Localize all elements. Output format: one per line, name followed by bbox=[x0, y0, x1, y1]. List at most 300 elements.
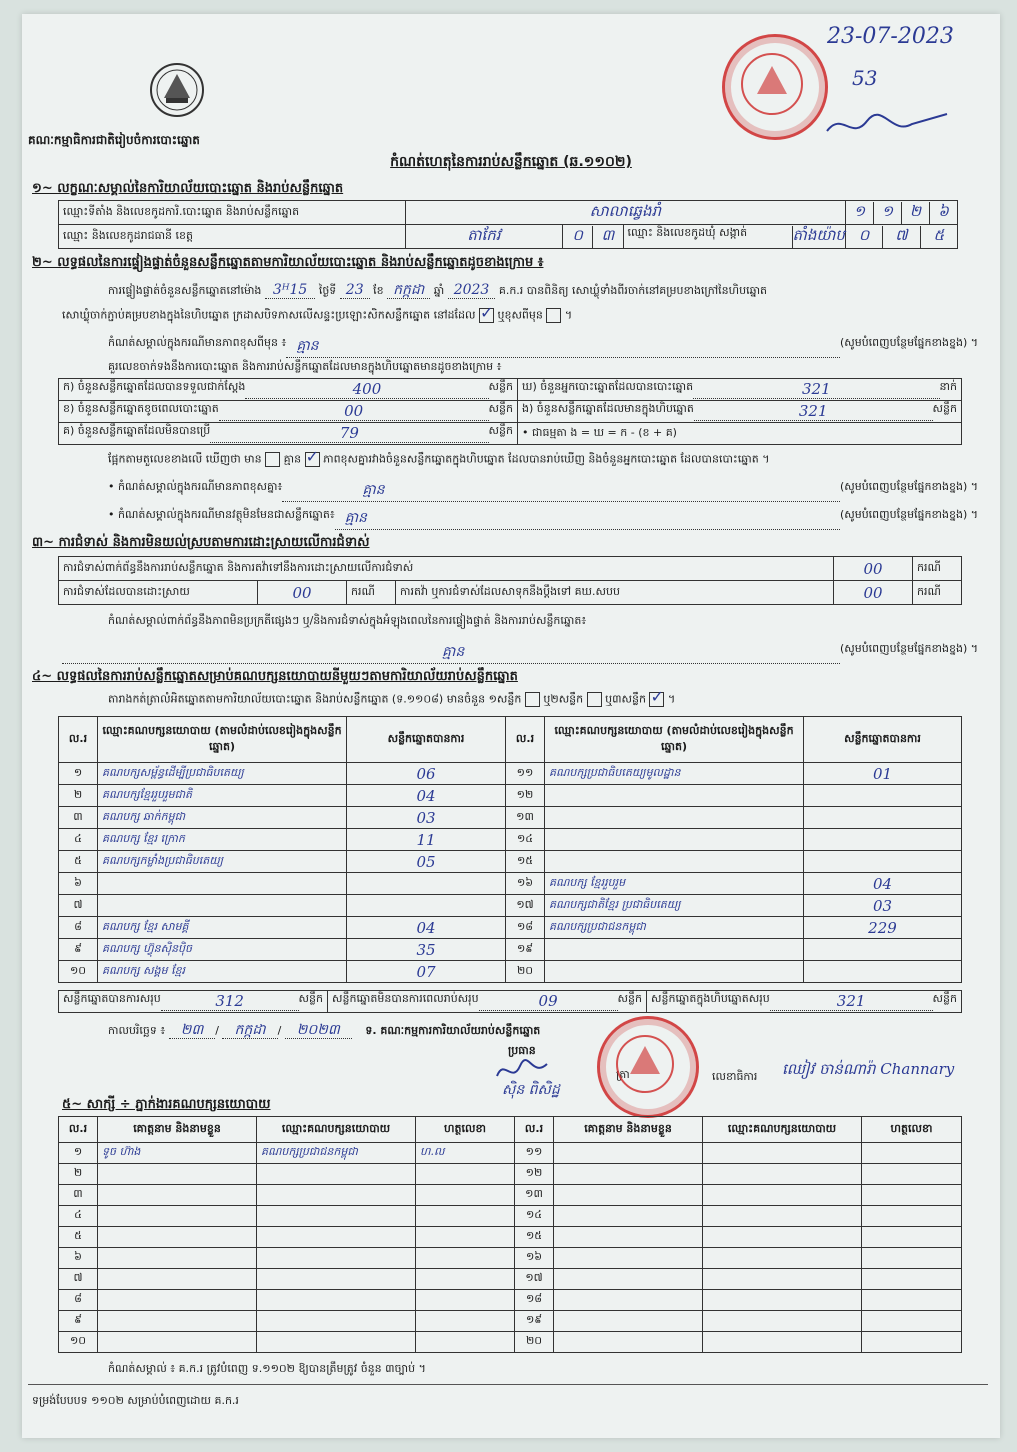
irregular-note-line bbox=[62, 642, 978, 664]
stamp-seal-icon bbox=[722, 34, 822, 134]
stamp-date: 23-07-2023 bbox=[827, 24, 954, 49]
witness-no: ១៣ bbox=[515, 1185, 554, 1206]
result-party: គណបក្ស សង្គម ខ្មែរ bbox=[98, 961, 347, 983]
witness-col-party: ឈ្មោះគណបក្សនយោបាយ bbox=[257, 1117, 416, 1143]
witness-col-sign: ហត្ថលេខា bbox=[862, 1117, 962, 1143]
witness-signature bbox=[862, 1248, 962, 1269]
date-year: ២០២៣ bbox=[285, 1022, 352, 1039]
stamp-number: 53 bbox=[852, 66, 878, 90]
result-no: ១២ bbox=[506, 785, 545, 807]
result-no: ១៦ bbox=[506, 873, 545, 895]
verify-day: 23 bbox=[340, 282, 370, 299]
chair-label: ប្រធាន bbox=[508, 1044, 536, 1057]
witness-party bbox=[703, 1332, 862, 1353]
totals-table bbox=[58, 990, 962, 1013]
figures-table bbox=[58, 378, 962, 445]
witness-row bbox=[59, 1311, 962, 1332]
result-no: ១៥ bbox=[506, 851, 545, 873]
result-votes: 06 bbox=[347, 763, 506, 785]
witness-no: ៨ bbox=[59, 1290, 98, 1311]
province-label: ឈ្មោះ និងលេខកូដរាជធានី ខេត្ត bbox=[63, 228, 193, 242]
changed-label: ឬខុសពីមុន bbox=[497, 308, 543, 322]
witness-no: ១៥ bbox=[515, 1227, 554, 1248]
diff-note-line bbox=[108, 336, 978, 358]
witness-party bbox=[257, 1164, 416, 1185]
date-label: កាលបរិច្ឆេទ ៖ bbox=[108, 1024, 166, 1037]
witness-row bbox=[59, 1227, 962, 1248]
result-votes: 03 bbox=[804, 895, 962, 917]
compare-none-label: គ្មាន bbox=[283, 452, 302, 466]
compare-line bbox=[108, 452, 988, 469]
result-votes bbox=[804, 961, 962, 983]
inbox-value: 321 bbox=[694, 402, 933, 421]
witness-no: ១២ bbox=[515, 1164, 554, 1185]
witness-name bbox=[98, 1311, 257, 1332]
unused-unit: សន្លឹក bbox=[488, 424, 513, 437]
witness-name bbox=[98, 1269, 257, 1290]
witness-row bbox=[59, 1290, 962, 1311]
result-party: គណបក្សប្រជាជនកម្ពុជា bbox=[545, 917, 804, 939]
seal-line-text: សោឃ្លុំចាក់ភ្ជាប់គម្របខាងក្នុងនៃហិបឆ្នោត ក្រដាសបិទភាសលើសន្ទះប្រឡោះសិកសន្លឹកឆ្នោត នៅដដែល bbox=[62, 308, 476, 322]
result-party: គណបក្សកម្លាំងប្រជាធិបតេយ្យ bbox=[98, 851, 347, 873]
figures-intro: គួរលេខចាក់ទងនឹងការបោះឆ្នោត និងការរាប់សន្លឹកឆ្នោតដែលមានក្នុងហិបឆ្នោតមានដូចខាងក្រោម ៖ bbox=[108, 360, 502, 373]
witness-party bbox=[703, 1269, 862, 1290]
witness-party bbox=[257, 1332, 416, 1353]
result-votes: 35 bbox=[347, 939, 506, 961]
result-party bbox=[545, 939, 804, 961]
witness-col-sign: ហត្ថលេខា bbox=[416, 1117, 515, 1143]
form-note: កំណត់សម្គាល់ ៖ គ.ក.រ ត្រូវបំពេញ ទ.១១០២ ឱ្យបានត្រឹមត្រូវ ចំនួន ៣ច្បាប់ ។ bbox=[108, 1362, 426, 1375]
witness-row bbox=[59, 1185, 962, 1206]
witness-name bbox=[98, 1248, 257, 1269]
witness-party bbox=[257, 1311, 416, 1332]
form-title: កំណត់ហេតុនៃការរាប់សន្លឹកឆ្នោត (ឆ.១១០២) bbox=[390, 154, 632, 170]
result-no: ៩ bbox=[59, 939, 98, 961]
witness-signature bbox=[416, 1269, 515, 1290]
verify-month: កក្កដា bbox=[387, 282, 430, 299]
witness-no: ១៨ bbox=[515, 1290, 554, 1311]
verify-time: 3ᴴ15 bbox=[265, 282, 315, 299]
received-label: ក) ចំនួនសន្លឹកឆ្នោតដែលបានទទួលជាក់ស្តែង bbox=[63, 380, 246, 393]
result-no: ១៨ bbox=[506, 917, 545, 939]
result-votes bbox=[804, 807, 962, 829]
appeal-label: ការតវ៉ា ឬការជំទាស់ដែលសាទុកនឹងប្តឹងទៅ គឃ.សបប bbox=[396, 581, 834, 605]
bullet1-value: គ្មាន bbox=[282, 480, 840, 502]
result-party bbox=[545, 851, 804, 873]
form-footer: ទម្រង់បែបបទ ១១០២ សម្រាប់បំពេញដោយ គ.ក.រ bbox=[32, 1394, 239, 1407]
witness-signature bbox=[862, 1227, 962, 1248]
org-name: គណៈកម្មាធិការជាតិរៀបចំការបោះឆ្នោត bbox=[28, 133, 200, 147]
difference-yes-checkbox[interactable] bbox=[265, 452, 280, 467]
complaints-label: ការជំទាស់ពាក់ព័ន្ធនឹងការរាប់សន្លឹកឆ្នោត និងការតវ៉ាទៅនឹងការដោះស្រាយលើការជំទាស់ bbox=[59, 557, 834, 581]
witness-row bbox=[59, 1143, 962, 1164]
witness-signature bbox=[862, 1290, 962, 1311]
witness-party bbox=[703, 1143, 862, 1164]
witness-party bbox=[257, 1269, 416, 1290]
result-no: ៤ bbox=[59, 829, 98, 851]
secretary-name: ឈៀវ ចាន់ណារ៉ា Channary bbox=[782, 1060, 955, 1078]
spoiled-unit: សន្លឹក bbox=[488, 402, 513, 415]
witness-name bbox=[554, 1227, 703, 1248]
three-sheets-checkbox[interactable] bbox=[649, 692, 664, 707]
result-votes bbox=[347, 873, 506, 895]
result-party: គណបក្សសម្ព័ន្ធដើម្បីប្រជាធិបតេយ្យ bbox=[98, 763, 347, 785]
result-votes: 04 bbox=[347, 785, 506, 807]
witness-name bbox=[98, 1164, 257, 1185]
result-party: គណបក្ស ហ៊្វុនស៊ិនប៉ិច bbox=[98, 939, 347, 961]
witness-row bbox=[59, 1269, 962, 1290]
result-no: ១០ bbox=[59, 961, 98, 983]
result-votes: 03 bbox=[347, 807, 506, 829]
result-party bbox=[98, 873, 347, 895]
result-party bbox=[545, 961, 804, 983]
total-invalid-value: 09 bbox=[479, 992, 618, 1011]
inbox-label: ង) ចំនួនសន្លឹកឆ្នោតដែលមានក្នុងហិបឆ្នោត bbox=[522, 402, 694, 415]
commune-code-digit: ៥ bbox=[933, 225, 945, 244]
results-col-votes: សន្លឹកឆ្នោតបានការ bbox=[804, 717, 962, 763]
results-row bbox=[59, 763, 962, 785]
irregular-note-label: កំណត់សម្គាល់ពាក់ព័ន្ធនឹងភាពមិនប្រក្រតីផ្សេងៗ ឬ/និងការជំទាស់ក្នុងអំឡុងពេលនៃការផ្ទៀងផ្ទាត់ និងការរាប់សន្លឹកឆ្នោត៖ bbox=[108, 614, 587, 627]
section5-heading: ៥~ សាក្សី ÷ ភ្នាក់ងារគណបក្សនយោបាយ bbox=[62, 1097, 271, 1112]
commune-code-digit: ០ bbox=[846, 226, 883, 248]
location-code-digit: ១ bbox=[874, 202, 902, 224]
verify-rest: គ.ក.រ បានពិនិត្យ សោឃ្លុំទាំងពីរចាក់នៅគម្របខាងក្រៅនៃហិបឆ្នោត bbox=[498, 284, 768, 297]
province-code-digit: ៣ bbox=[601, 225, 615, 244]
total-invalid-label: សន្លឹកឆ្នោតមិនបានការពេលរាប់សរុប bbox=[332, 992, 479, 1005]
results-row bbox=[59, 829, 962, 851]
witness-name bbox=[554, 1269, 703, 1290]
secretary-label: លេខាធិការ bbox=[712, 1070, 758, 1083]
result-no: ២ bbox=[59, 785, 98, 807]
diff-note-label: កំណត់សម្គាល់ក្នុងករណីមានភាពខុសពីមុន ៖ bbox=[108, 336, 287, 349]
witness-no: ១០ bbox=[59, 1332, 98, 1353]
results-row bbox=[59, 873, 962, 895]
witness-party bbox=[257, 1248, 416, 1269]
result-party: គណបក្ស ខ្មែរ ក្រោក bbox=[98, 829, 347, 851]
witness-signature bbox=[416, 1332, 515, 1353]
unused-label: គ) ចំនួនសន្លឹកឆ្នោតដែលមិនបានប្រើ bbox=[63, 424, 211, 437]
witness-signature bbox=[416, 1164, 515, 1185]
three-sheets-label: ឬ៣សន្លឹក bbox=[605, 692, 646, 706]
complaints-value: 00 bbox=[834, 557, 913, 581]
detail-sheets-line: តារាងកត់ត្រាលំអិតឆ្នោតតាមការិយាល័យបោះឆ្នោត និងរាប់សន្លឹកឆ្នោត (ទ.១១០៨) មានចំនួន ១សន្លឹក ឬ២សន្លឹក ឬ៣សន្លឹក ✓ ។ bbox=[108, 692, 675, 709]
date-month: កក្កដា bbox=[222, 1022, 277, 1039]
bullet2-hint: (សូមបំពេញបន្ថែមផ្នែកខាងខ្នង) ។ bbox=[839, 508, 978, 521]
witness-name bbox=[98, 1185, 257, 1206]
witness-signature bbox=[862, 1143, 962, 1164]
result-votes bbox=[804, 785, 962, 807]
witness-row bbox=[59, 1206, 962, 1227]
committee-label: ទ. គណៈកម្មការការិយាល័យរាប់សន្លឹកឆ្នោត bbox=[365, 1024, 541, 1037]
voters-label: ឃ) ចំនួនអ្នកបោះឆ្នោតដែលបានបោះឆ្នោត bbox=[522, 380, 694, 393]
witness-party bbox=[257, 1206, 416, 1227]
province-code-digit: ០ bbox=[563, 226, 593, 248]
verify-time-label: ការផ្ទៀងផ្ទាត់ចំនួនសន្លឹកឆ្នោតនៅម៉ោង bbox=[108, 284, 262, 297]
witness-signature bbox=[862, 1311, 962, 1332]
witness-no: ៤ bbox=[59, 1206, 98, 1227]
results-row bbox=[59, 939, 962, 961]
compare-rest: ភាពខុសគ្នារវាងចំនួនសន្លឹកឆ្នោតក្នុងហិបឆ្នោត ដែលបានរាប់ឃើញ និងចំនួនអ្នកបោះឆ្នោត ដែលបានបោះឆ្នោត ។ bbox=[323, 452, 770, 466]
witness-party bbox=[703, 1227, 862, 1248]
result-no: ៨ bbox=[59, 917, 98, 939]
results-col-party: ឈ្មោះគណបក្សនយោបាយ (តាមលំដាប់លេខរៀងក្នុងសន្លឹកឆ្នោត) bbox=[545, 717, 804, 763]
witness-signature bbox=[862, 1185, 962, 1206]
witness-name bbox=[98, 1206, 257, 1227]
results-row bbox=[59, 851, 962, 873]
results-col-votes: សន្លឹកឆ្នោតបានការ bbox=[347, 717, 506, 763]
same-checkbox[interactable] bbox=[479, 308, 494, 323]
witness-col-party: ឈ្មោះគណបក្សនយោបាយ bbox=[703, 1117, 862, 1143]
location-code-digit: ២ bbox=[902, 202, 930, 224]
unused-value: 79 bbox=[210, 424, 488, 443]
witness-party bbox=[703, 1290, 862, 1311]
result-votes: 04 bbox=[347, 917, 506, 939]
province-value: តាកែវ bbox=[405, 225, 562, 249]
result-party bbox=[545, 785, 804, 807]
witness-table bbox=[58, 1116, 962, 1353]
verify-year-label: ឆ្នាំ bbox=[433, 284, 445, 297]
result-party: គណបក្សប្រជាធិបតេយ្យមូលដ្ឋាន bbox=[545, 763, 804, 785]
witness-name bbox=[554, 1248, 703, 1269]
one-sheet-checkbox[interactable] bbox=[525, 692, 540, 707]
location-code bbox=[845, 201, 957, 225]
witness-name bbox=[554, 1290, 703, 1311]
result-no: ៦ bbox=[59, 873, 98, 895]
result-votes bbox=[804, 829, 962, 851]
form-sheet bbox=[22, 14, 1000, 1438]
witness-row bbox=[59, 1248, 962, 1269]
witness-no: ៩ bbox=[59, 1311, 98, 1332]
witness-name bbox=[554, 1164, 703, 1185]
results-col-no: ល.រ bbox=[506, 717, 545, 763]
witness-signature bbox=[416, 1248, 515, 1269]
date-day: ២៣ bbox=[169, 1022, 216, 1039]
witness-name bbox=[554, 1311, 703, 1332]
witness-no: ៥ bbox=[59, 1227, 98, 1248]
verify-day-label: ថ្ងៃទី bbox=[318, 284, 337, 297]
result-party: គណបក្ស ឆាក់កម្ពុជា bbox=[98, 807, 347, 829]
witness-name bbox=[554, 1185, 703, 1206]
witness-party bbox=[703, 1206, 862, 1227]
total-box-value: 321 bbox=[770, 992, 933, 1011]
results-row bbox=[59, 961, 962, 983]
location-label: ឈ្មោះទីតាំង និងលេខកូដការិ.បោះឆ្នោត និងរាប់សន្លឹកឆ្នោត bbox=[59, 201, 406, 225]
result-no: ១៧ bbox=[506, 895, 545, 917]
result-no: ៥ bbox=[59, 851, 98, 873]
witness-party: គណបក្សប្រជាជនកម្ពុជា bbox=[257, 1143, 416, 1164]
results-col-party: ឈ្មោះគណបក្សនយោបាយ (តាមលំដាប់លេខរៀងក្នុងសន្លឹកឆ្នោត) bbox=[98, 717, 347, 763]
irregular-note-value: គ្មាន bbox=[62, 642, 840, 664]
witness-party bbox=[703, 1248, 862, 1269]
resolved-unit: ករណី bbox=[347, 581, 396, 605]
results-row bbox=[59, 917, 962, 939]
location-value: សាលាឆ្វេងរាំ bbox=[405, 201, 845, 225]
witness-no: ១១ bbox=[515, 1143, 554, 1164]
inbox-unit: សន្លឹក bbox=[932, 402, 957, 415]
location-code-digit: ១ bbox=[846, 202, 874, 224]
witness-col-no: ល.រ bbox=[515, 1117, 554, 1143]
province-cell bbox=[59, 225, 406, 249]
result-no: ១៤ bbox=[506, 829, 545, 851]
nec-emblem-icon bbox=[142, 60, 212, 120]
total-invalid-unit: សន្លឹក bbox=[617, 992, 642, 1005]
complaints-unit: ករណី bbox=[913, 557, 962, 581]
resolved-label: ការជំទាស់ដែលបានដោះស្រាយ bbox=[59, 581, 258, 605]
witness-name: ទូច ហ៊ាង bbox=[98, 1143, 257, 1164]
commune-value: តាំងយ៉ាប bbox=[792, 225, 845, 244]
results-col-no: ល.រ bbox=[59, 717, 98, 763]
footer-rule bbox=[28, 1384, 988, 1385]
result-party bbox=[545, 829, 804, 851]
result-votes: 07 bbox=[347, 961, 506, 983]
total-valid-value: 312 bbox=[161, 992, 299, 1011]
witness-name bbox=[554, 1332, 703, 1353]
bullet1-hint: (សូមបំពេញបន្ថែមផ្នែកខាងខ្នង) ។ bbox=[839, 480, 978, 493]
total-valid-unit: សន្លឹក bbox=[298, 992, 323, 1005]
witness-signature bbox=[416, 1185, 515, 1206]
official-stamp bbox=[722, 34, 828, 140]
witness-no: ១ bbox=[59, 1143, 98, 1164]
spoiled-label: ខ) ចំនួនសន្លឹកឆ្នោតខូចពេលបោះឆ្នោត bbox=[63, 402, 219, 415]
commune-code bbox=[845, 225, 957, 249]
section1-heading: ១~ លក្ខណៈសម្គាល់នៃការិយាល័យបោះឆ្នោត និងរាប់សន្លឹកឆ្នោត bbox=[32, 181, 344, 196]
witness-signature bbox=[862, 1206, 962, 1227]
witness-name bbox=[554, 1143, 703, 1164]
location-code-digit: ៦ bbox=[938, 201, 949, 220]
witness-no: ១៤ bbox=[515, 1206, 554, 1227]
total-box-label: សន្លឹកឆ្នោតក្នុងហិបឆ្នោតសរុប bbox=[651, 992, 770, 1005]
bullet2-value: គ្មាន bbox=[335, 508, 840, 530]
bullet2-label: • កំណត់សម្គាល់ក្នុងករណីមានវត្ថុមិនមែនជាសន្លឹកឆ្នោត៖ bbox=[108, 508, 335, 521]
witness-name bbox=[98, 1290, 257, 1311]
section2-heading: ២~ លទ្ធផលនៃការផ្ទៀងផ្ទាត់ចំនួនសន្លឹកឆ្នោតតាមការិយាល័យបោះឆ្នោត និងរាប់សន្លឹកឆ្នោតដូចខាងក្រោម ៖ bbox=[32, 255, 544, 270]
date-line: កាលបរិច្ឆេទ ៖ ២៣ / កក្កដា / ២០២៣ ទ. គណៈកម្មការការិយាល័យរាប់សន្លឹកឆ្នោត bbox=[108, 1022, 541, 1038]
section1-table bbox=[58, 200, 958, 249]
spoiled-value: 00 bbox=[219, 402, 489, 421]
compare-have-label: ផ្អែកតាមតួលេខខាងលើ ឃើញថា មាន bbox=[108, 452, 262, 466]
seal-label: ត្រា bbox=[616, 1068, 630, 1081]
result-party bbox=[545, 807, 804, 829]
bullet2-line bbox=[108, 508, 978, 530]
changed-checkbox[interactable] bbox=[546, 308, 561, 323]
two-sheets-checkbox[interactable] bbox=[587, 692, 602, 707]
witness-signature bbox=[862, 1269, 962, 1290]
witness-name bbox=[554, 1206, 703, 1227]
witness-col-name: គោត្តនាម និងនាមខ្លួន bbox=[98, 1117, 257, 1143]
commune-code-digit: ៧ bbox=[883, 226, 920, 248]
difference-no-checkbox[interactable] bbox=[305, 452, 320, 467]
witness-no: ១៧ bbox=[515, 1269, 554, 1290]
voters-unit: នាក់ bbox=[939, 380, 957, 393]
result-votes: 11 bbox=[347, 829, 506, 851]
irregular-note-hint: (សូមបំពេញបន្ថែមផ្នែកខាងខ្នង) ។ bbox=[839, 642, 978, 655]
commune-label: ឈ្មោះ និងលេខកូដឃុំ សង្កាត់ bbox=[624, 226, 793, 248]
result-no: ១៣ bbox=[506, 807, 545, 829]
witness-party bbox=[257, 1227, 416, 1248]
result-no: ១៩ bbox=[506, 939, 545, 961]
received-value: 400 bbox=[245, 380, 488, 399]
result-party: គណបក្សខ្មែររួបរួមជាតិ bbox=[98, 785, 347, 807]
complaints-table bbox=[58, 556, 962, 605]
province-code bbox=[563, 225, 623, 249]
result-votes: 229 bbox=[804, 917, 962, 939]
result-party: គណបក្ស ខ្មែររួបរួម bbox=[545, 873, 804, 895]
appeal-value: 00 bbox=[834, 581, 913, 605]
section3-heading: ៣~ ការជំទាស់ និងការមិនយល់ស្របតាមការដោះស្រាយលើការជំទាស់ bbox=[32, 535, 370, 550]
witness-name bbox=[98, 1332, 257, 1353]
result-no: ១១ bbox=[506, 763, 545, 785]
resolved-value: 00 bbox=[258, 581, 347, 605]
total-box-unit: សន្លឹក bbox=[932, 992, 957, 1005]
witness-row bbox=[59, 1332, 962, 1353]
voters-value: 321 bbox=[693, 380, 939, 399]
committee-seal-icon bbox=[597, 1016, 693, 1112]
appeal-unit: ករណី bbox=[913, 581, 962, 605]
witness-signature bbox=[416, 1290, 515, 1311]
witness-no: ៣ bbox=[59, 1185, 98, 1206]
results-row bbox=[59, 807, 962, 829]
result-votes bbox=[804, 939, 962, 961]
witness-no: ៦ bbox=[59, 1248, 98, 1269]
witness-signature bbox=[862, 1164, 962, 1185]
result-no: ២០ bbox=[506, 961, 545, 983]
total-valid-label: សន្លឹកឆ្នោតបានការសរុប bbox=[63, 992, 161, 1005]
witness-party bbox=[257, 1290, 416, 1311]
result-party bbox=[98, 895, 347, 917]
witness-name bbox=[98, 1227, 257, 1248]
witness-no: ៧ bbox=[59, 1269, 98, 1290]
witness-row bbox=[59, 1164, 962, 1185]
stamp-signature-icon bbox=[822, 106, 952, 146]
results-row bbox=[59, 895, 962, 917]
result-votes: 05 bbox=[347, 851, 506, 873]
result-no: ១ bbox=[59, 763, 98, 785]
diff-note-hint: (សូមបំពេញបន្ថែមផ្នែកខាងខ្នង) ។ bbox=[839, 336, 978, 349]
result-votes bbox=[804, 851, 962, 873]
witness-signature bbox=[416, 1311, 515, 1332]
verify-year: 2023 bbox=[448, 282, 496, 299]
witness-party bbox=[703, 1164, 862, 1185]
two-sheets-label: ឬ២សន្លឹក bbox=[543, 692, 584, 706]
result-votes: 01 bbox=[804, 763, 962, 785]
verify-month-label: ខែ bbox=[373, 284, 384, 297]
received-unit: សន្លឹក bbox=[488, 380, 513, 393]
diff-note-value: គ្មាន bbox=[286, 336, 840, 358]
witness-no: ១៦ bbox=[515, 1248, 554, 1269]
formula: • ជាធម្មតា ង = ឃ = ក - (ខ + គ) bbox=[518, 423, 962, 445]
witness-no: ២ bbox=[59, 1164, 98, 1185]
result-no: ៣ bbox=[59, 807, 98, 829]
witness-no: ២០ bbox=[515, 1332, 554, 1353]
section4-heading: ៤~ លទ្ធផលនៃការរាប់សន្លឹកឆ្នោតសម្រាប់គណបក្សនយោបាយនីមួយៗតាមការិយាល័យរាប់សន្លឹកឆ្នោត bbox=[32, 669, 518, 684]
detail-sheets-intro: តារាងកត់ត្រាលំអិតឆ្នោតតាមការិយាល័យបោះឆ្នោត និងរាប់សន្លឹកឆ្នោត (ទ.១១០៨) មានចំនួន ១សន្លឹក bbox=[108, 692, 522, 706]
results-row bbox=[59, 785, 962, 807]
chair-name: ស៊ិន ពិសិដ្ឋ bbox=[502, 1082, 560, 1098]
result-votes bbox=[347, 895, 506, 917]
result-party: គណបក្ស ខ្មែរ សាមគ្គី bbox=[98, 917, 347, 939]
witness-no: ១៩ bbox=[515, 1311, 554, 1332]
result-votes: 04 bbox=[804, 873, 962, 895]
results-table bbox=[58, 716, 962, 983]
bullet1-line bbox=[108, 480, 978, 502]
witness-signature bbox=[416, 1206, 515, 1227]
verify-line bbox=[108, 280, 988, 301]
witness-party bbox=[257, 1185, 416, 1206]
witness-party bbox=[703, 1311, 862, 1332]
witness-col-name: គោត្តនាម និងនាមខ្លួន bbox=[554, 1117, 703, 1143]
result-party: គណបក្សជាតិខ្មែរ ប្រជាធិបតេយ្យ bbox=[545, 895, 804, 917]
witness-signature bbox=[862, 1332, 962, 1353]
